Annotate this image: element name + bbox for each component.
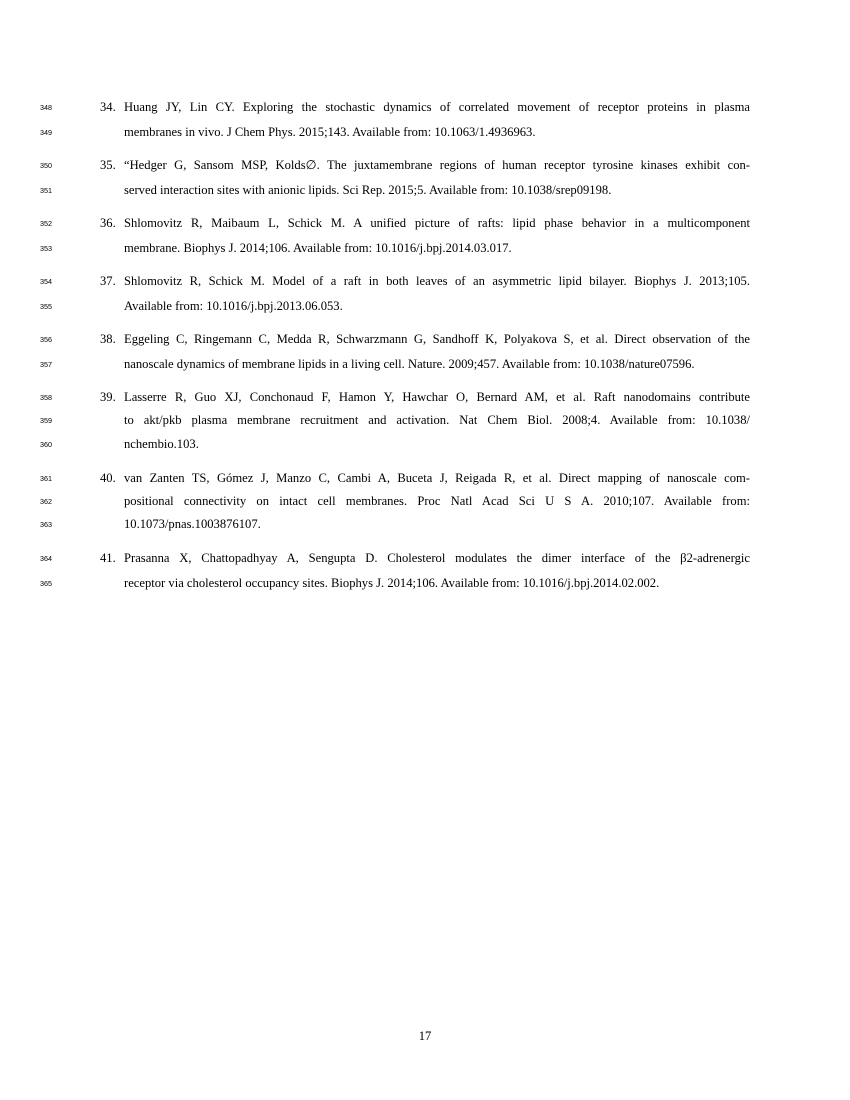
reference-text: served interaction sites with anionic lipids. Sci Rep. 2015;5. Available from: 10.1038/srep09198. [124,183,612,197]
line-number: 357 [40,360,52,369]
reference-text: Huang JY, Lin CY. Exploring the stochastic dynamics of correlated movement of receptor proteins in plasma [124,100,750,114]
reference-number: 34. [100,100,116,114]
reference-line [0,99,850,115]
reference-text: positional connectivity on intact cell membranes. Proc Natl Acad Sci U S A. 2010;107. Available from: [124,494,750,508]
reference-line [0,157,850,173]
reference-text: van Zanten TS, Gómez J, Manzo C, Cambi A, Buceta J, Reigada R, et al. Direct mapping of nanoscale com- [124,471,750,485]
line-number: 355 [40,302,52,311]
reference-text: Eggeling C, Ringemann C, Medda R, Schwarzmann G, Sandhoff K, Polyakova S, et al. Direct observation of the [124,332,750,346]
reference-line [0,356,850,372]
reference-line [0,298,850,314]
reference-number: 37. [100,274,116,288]
reference-line [0,470,850,486]
reference-line [0,493,850,509]
line-number: 353 [40,244,52,253]
reference-line [0,436,850,452]
line-number: 354 [40,277,52,286]
reference-text: nanoscale dynamics of membrane lipids in a living cell. Nature. 2009;457. Available from: 10.1038/nature07596. [124,357,695,371]
line-number: 349 [40,128,52,137]
reference-text: Prasanna X, Chattopadhyay A, Sengupta D. Cholesterol modulates the dimer interface of the β2-adrenergic [124,551,750,565]
reference-line [0,575,850,591]
reference-line [0,124,850,140]
line-number: 358 [40,393,52,402]
reference-line [0,273,850,289]
reference-number: 38. [100,332,116,346]
reference-text: 10.1073/pnas.1003876107. [124,517,261,531]
reference-text: Available from: 10.1016/j.bpj.2013.06.053. [124,299,343,313]
line-number: 351 [40,186,52,195]
reference-line [0,182,850,198]
reference-text: Shlomovitz R, Maibaum L, Schick M. A unified picture of rafts: lipid phase behavior in a multicomponent [124,216,750,230]
reference-text: “Hedger G, Sansom MSP, Kolds∅. The juxtamembrane regions of human receptor tyrosine kinases exhibit con- [124,158,750,172]
reference-line [0,331,850,347]
reference-text: Lasserre R, Guo XJ, Conchonaud F, Hamon Y, Hawchar O, Bernard AM, et al. Raft nanodomains contribute [124,390,750,404]
line-number: 348 [40,103,52,112]
line-number: 352 [40,219,52,228]
reference-number: 39. [100,390,116,404]
reference-number: 36. [100,216,116,230]
line-number: 365 [40,579,52,588]
reference-text: membrane. Biophys J. 2014;106. Available from: 10.1016/j.bpj.2014.03.017. [124,241,512,255]
reference-line [0,389,850,405]
reference-line [0,215,850,231]
reference-text: nchembio.103. [124,437,199,451]
line-number: 364 [40,554,52,563]
reference-line [0,240,850,256]
page-number: 17 [418,1029,432,1043]
reference-number: 35. [100,158,116,172]
reference-text: membranes in vivo. J Chem Phys. 2015;143. Available from: 10.1063/1.4936963. [124,125,536,139]
reference-line [0,412,850,428]
reference-text: Shlomovitz R, Schick M. Model of a raft in both leaves of an asymmetric lipid bilayer. Biophys J. 2013;105. [124,274,750,288]
reference-text: receptor via cholesterol occupancy sites. Biophys J. 2014;106. Available from: 10.1016/j.bpj.2014.02.002. [124,576,660,590]
line-number: 356 [40,335,52,344]
reference-line [0,550,850,566]
line-number: 350 [40,161,52,170]
line-number: 361 [40,474,52,483]
reference-text: to akt/pkb plasma membrane recruitment and activation. Nat Chem Biol. 2008;4. Available from: 10.1038/ [124,413,750,427]
reference-number: 41. [100,551,116,565]
reference-number: 40. [100,471,116,485]
line-number: 360 [40,440,52,449]
line-number: 362 [40,497,52,506]
reference-line [0,516,850,532]
line-number: 363 [40,520,52,529]
line-number: 359 [40,416,52,425]
